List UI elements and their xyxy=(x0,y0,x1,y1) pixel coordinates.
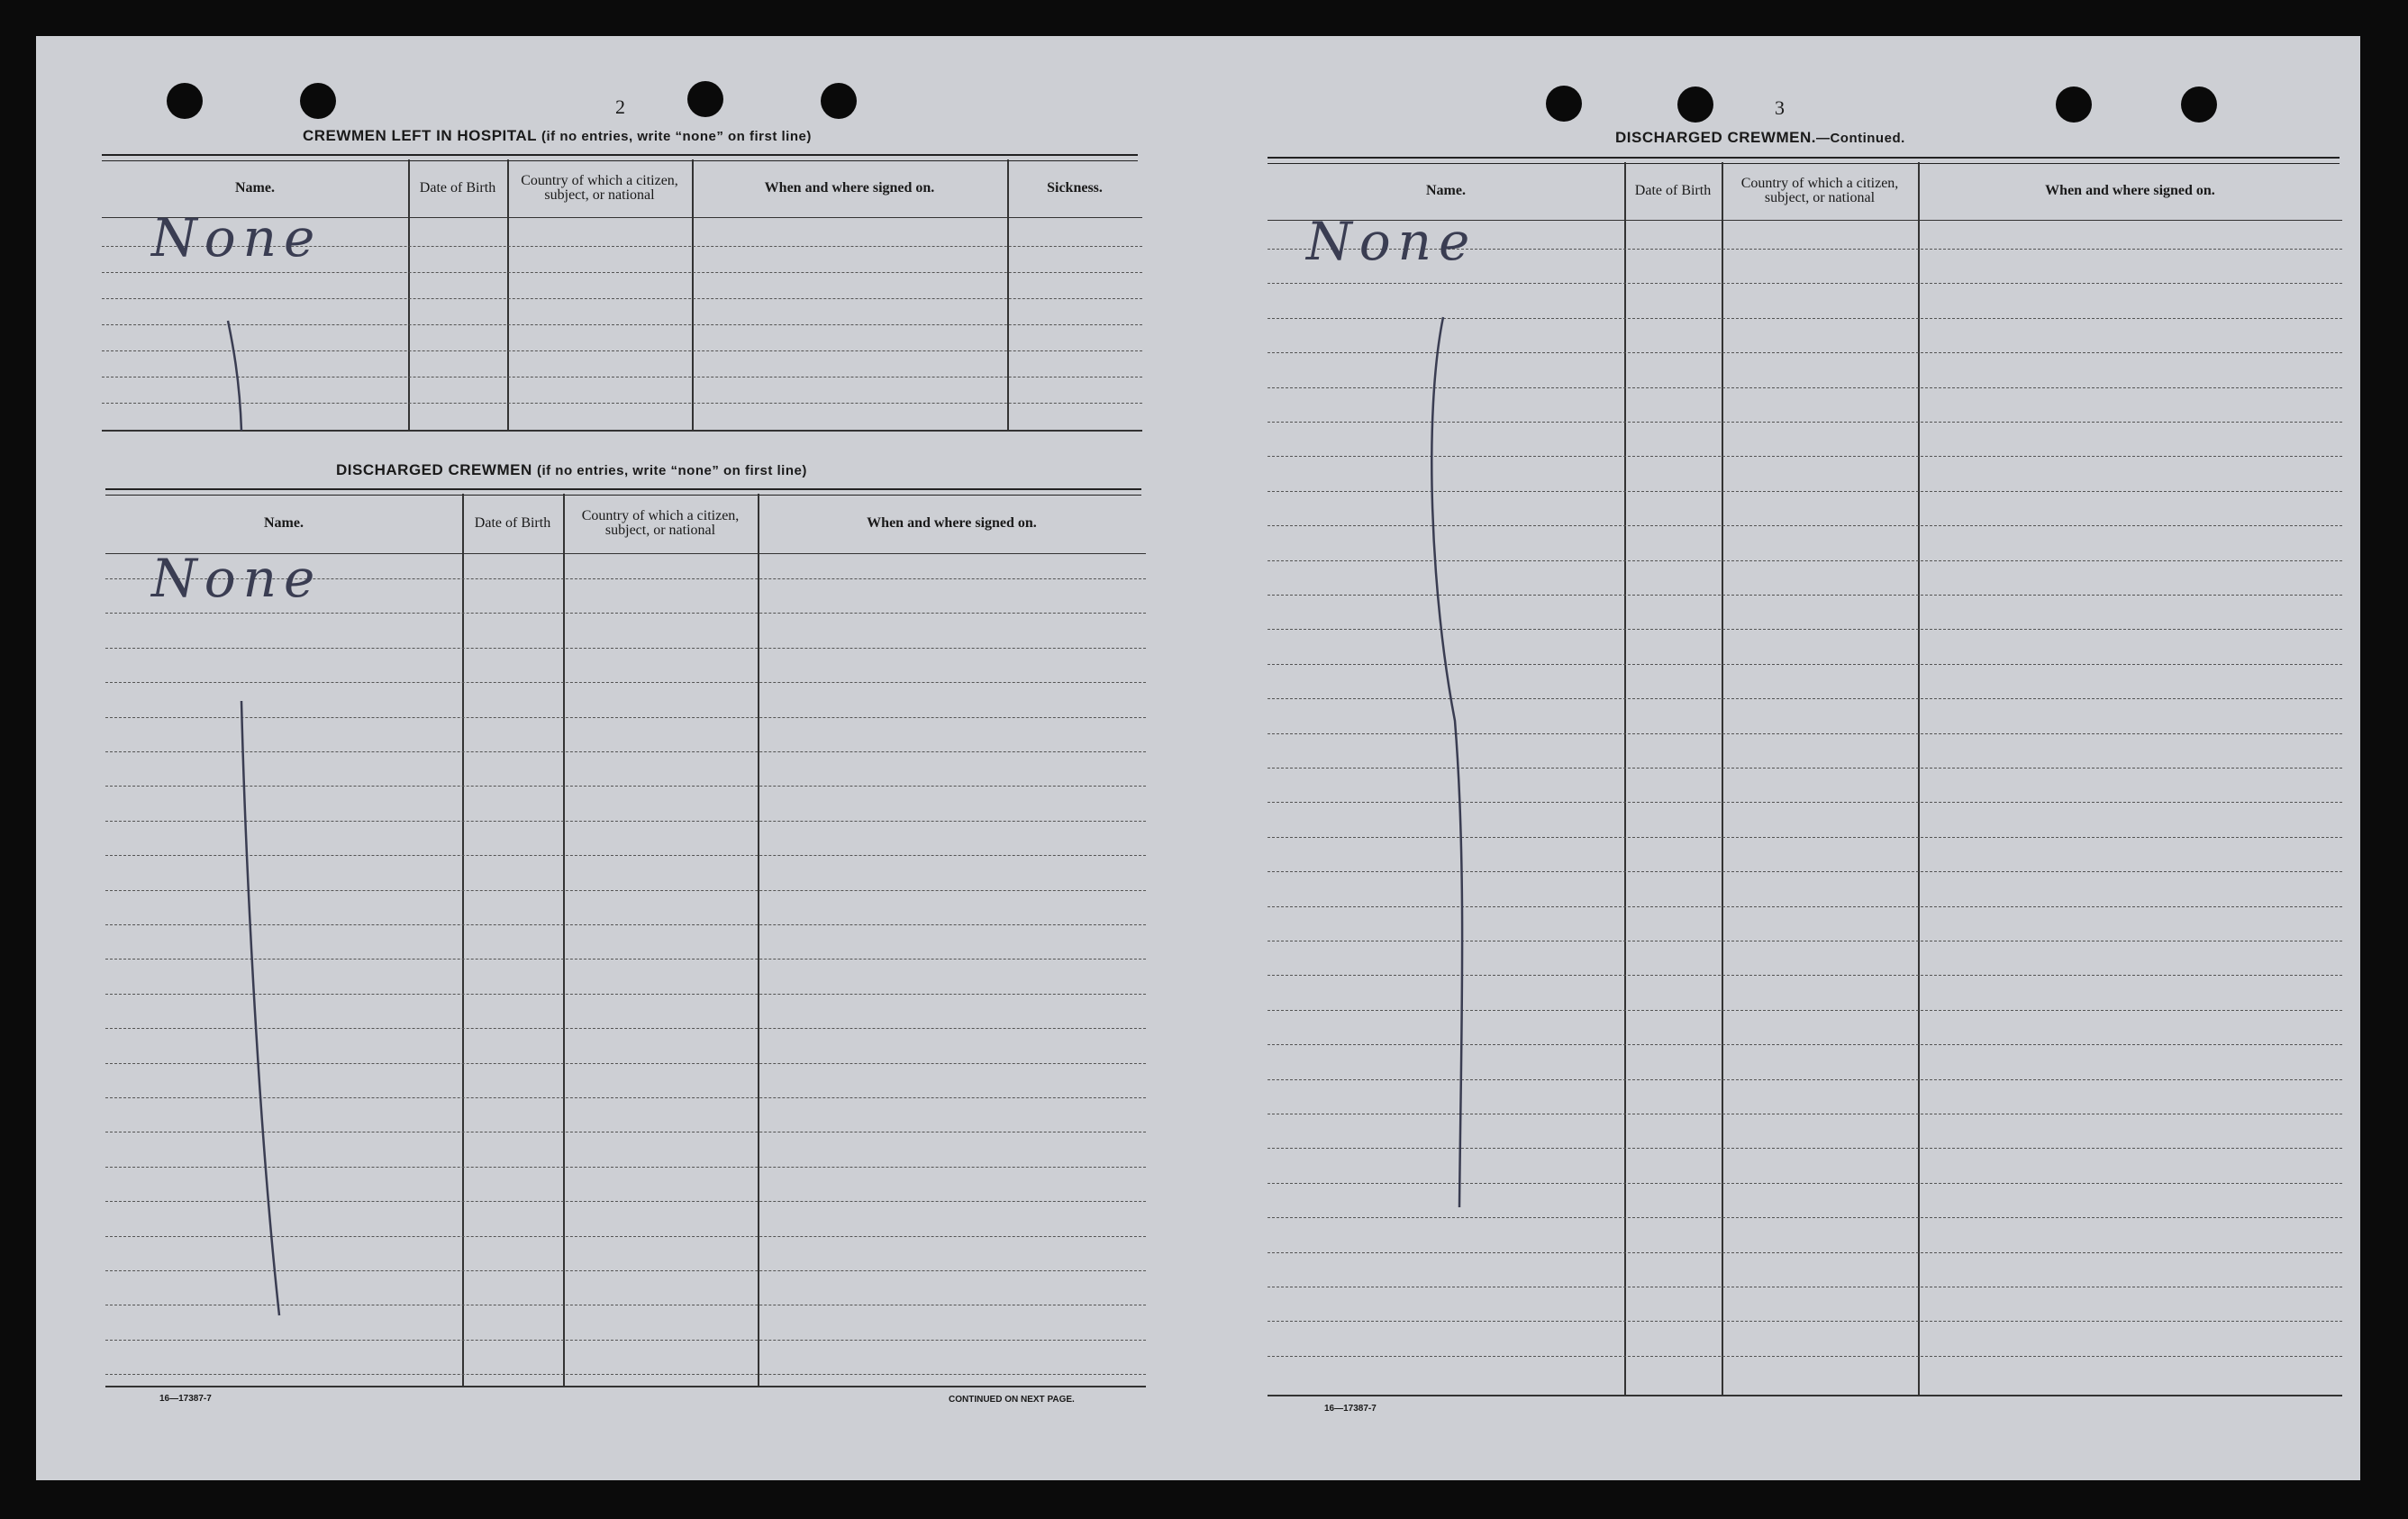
continued-title-text: DISCHARGED CREWMEN. xyxy=(1615,129,1816,146)
col-signed-header: When and where signed on. xyxy=(867,515,1037,531)
continued-subtitle-text: —Continued. xyxy=(1815,131,1905,146)
page-number-left: 2 xyxy=(615,96,625,118)
form-number-left: 16—17387-7 xyxy=(159,1394,212,1404)
col-signed-header: When and where signed on. xyxy=(2045,183,2215,198)
col-country-header: Country of which a citizen, subject, or national xyxy=(581,508,740,538)
col-dob-header: Date of Birth xyxy=(419,180,496,196)
handwritten-vertical-stroke xyxy=(36,36,2360,1480)
col-country-header: Country of which a citizen, subject, or national xyxy=(1740,176,1899,205)
col-name-header: Name. xyxy=(264,515,304,531)
continued-note: CONTINUED ON NEXT PAGE. xyxy=(949,1395,1075,1405)
discharged-subtitle-text: (if no entries, write “none” on first line) xyxy=(536,463,807,478)
hospital-subtitle-text: (if no entries, write “none” on first line) xyxy=(541,129,812,144)
handwritten-none-discharged: None xyxy=(151,548,323,609)
discharged-title-text: DISCHARGED CREWMEN xyxy=(336,461,532,478)
col-name-header: Name. xyxy=(1426,183,1466,198)
col-signed-header: When and where signed on. xyxy=(764,180,935,196)
col-name-header: Name. xyxy=(235,180,275,196)
hospital-title-text: CREWMEN LEFT IN HOSPITAL xyxy=(303,127,537,144)
col-sickness-header: Sickness. xyxy=(1047,180,1103,196)
col-country-header: Country of which a citizen, subject, or national xyxy=(521,173,678,203)
document-spread xyxy=(36,36,2360,1480)
handwritten-none-hospital: None xyxy=(151,207,323,268)
handwritten-none-right: None xyxy=(1306,211,1477,272)
page-number-right: 3 xyxy=(1775,96,1785,119)
form-number-right: 16—17387-7 xyxy=(1324,1404,1377,1414)
col-dob-header: Date of Birth xyxy=(1634,183,1712,198)
col-dob-header: Date of Birth xyxy=(474,515,551,531)
